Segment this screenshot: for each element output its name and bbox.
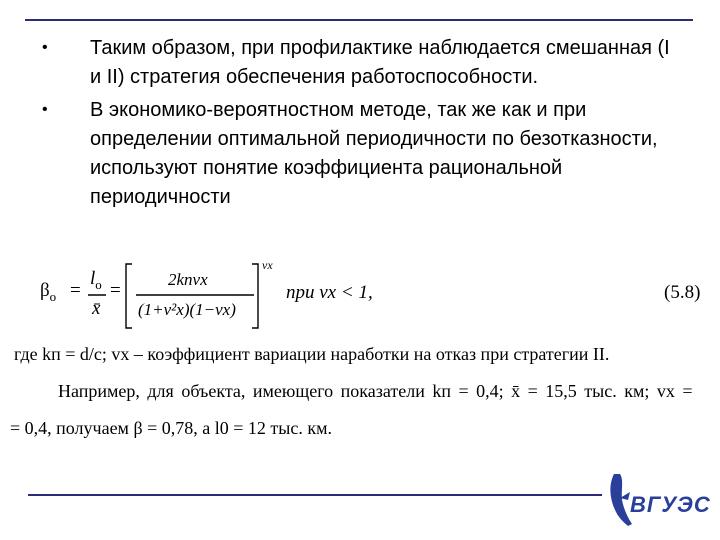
top-divider xyxy=(25,19,693,21)
formula-number: (5.8) xyxy=(664,282,701,303)
bullet-item xyxy=(42,96,702,212)
university-logo xyxy=(606,470,710,528)
formula-svg xyxy=(40,258,720,338)
formula-lhs: $\beta_о$ xyxy=(40,280,57,304)
formula-frac-den: x̄ xyxy=(92,298,101,319)
logo-text: ВГУЭС xyxy=(630,492,711,517)
bullet-list xyxy=(42,34,702,216)
formula-inner-den: (1+v²x)(1−vx) xyxy=(138,300,236,319)
right-bracket xyxy=(252,264,258,328)
body-line: где kп = d/c; vx – коэффициент вариации наработки на отказ при стратегии II. xyxy=(14,344,610,364)
left-bracket xyxy=(126,264,132,328)
bullet-text: В экономико-вероятностном методе, так же как и при определении оптимальной периодичности по безотказности, используют понятие коэффициента рациональной периодичности xyxy=(90,99,658,208)
bullet-marker: • xyxy=(42,39,48,56)
body-line: = 0,4, получаем β = 0,78, а l0 = 12 тыс. км. xyxy=(10,418,332,438)
bullet-item xyxy=(42,34,702,92)
bottom-divider xyxy=(28,494,602,496)
bullet-text: Таким образом, при профилактике наблюдается смешанная (I и II) стратегия обеспечения работоспособности. xyxy=(90,37,670,88)
formula-frac-num: $l_о$ xyxy=(90,268,102,292)
formula-equals: = xyxy=(70,280,81,301)
formula-equals: = xyxy=(110,280,121,301)
formula-inner-num: 2kпvx xyxy=(168,270,208,289)
body-line: Например, для объекта, имеющего показатели kп = 0,4; x̄ = 15,5 тыс. км; vx = xyxy=(58,381,693,401)
formula-exponent: vx xyxy=(262,258,273,272)
formula-condition: при vx < 1, xyxy=(286,282,373,303)
bullet-marker: • xyxy=(42,101,48,118)
formula-5-8 xyxy=(40,258,720,338)
